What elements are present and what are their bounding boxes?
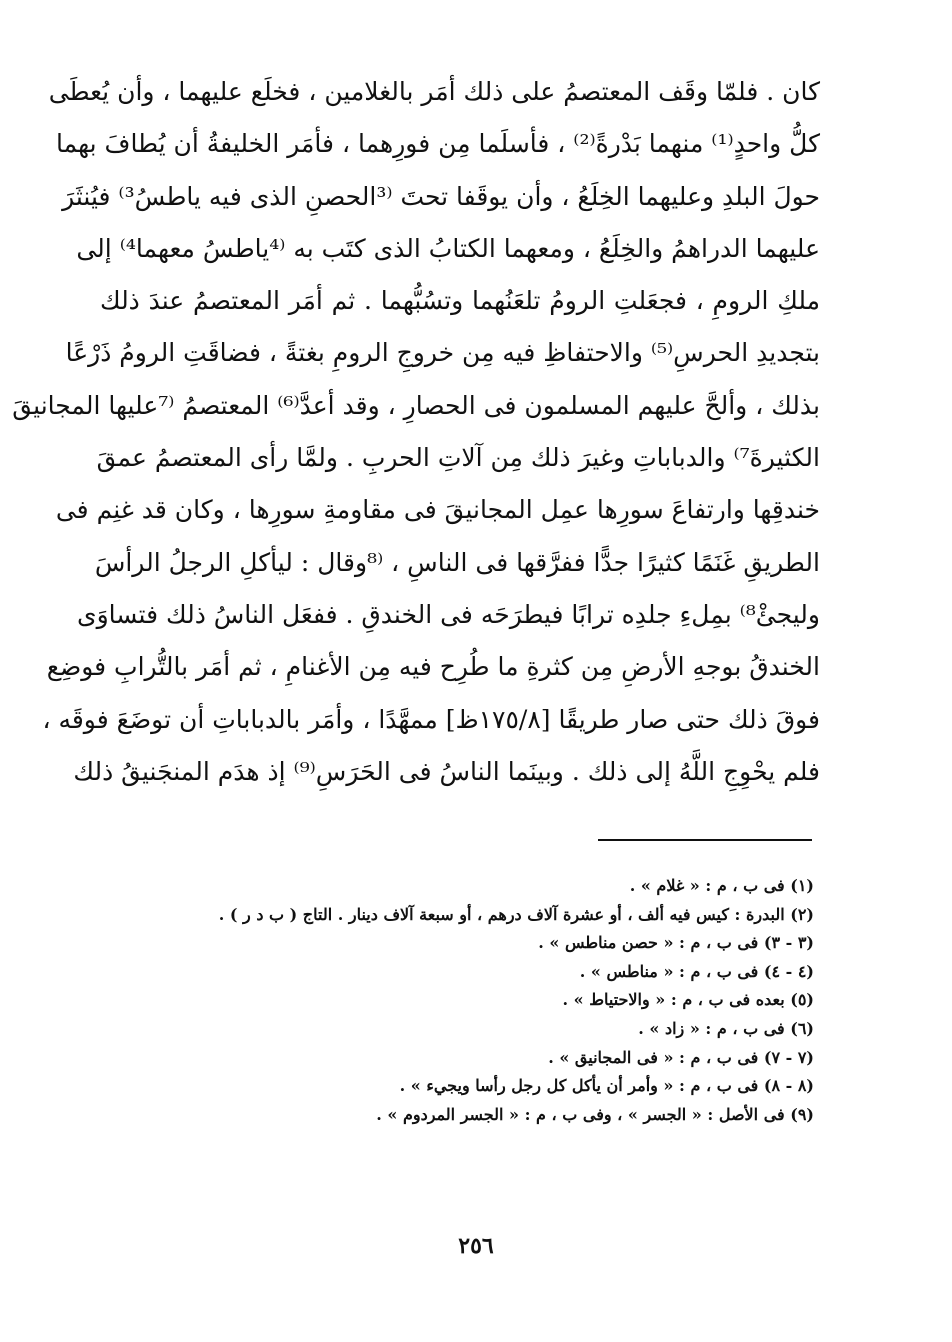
text-line: كان . فلمّا وقَف المعتصمُ على ذلك أمَر بالغلامين ، فخلَع عليهما ، وأن يُعطَى	[48, 77, 820, 106]
text-line: عليهما الدراهمُ والخِلَعُ ، ومعهما الكتابُ الذى كتَب به ⁽⁴ياطسُ معهما⁴⁾ إلى	[76, 233, 820, 263]
text-line: حولَ البلدِ وعليهما الخِلَعُ ، وأن يوقَفا تحتَ ⁽³الحصنِ الذى فيه ياطسُ³⁾ فيُنثَرَ	[62, 181, 820, 211]
text-line: خندقِها وارتفاعَ سورِها عمِل المجانيقَ فى مقاومةِ سورِها ، وكان قد غنِم فى	[55, 495, 820, 525]
text-line: فلم يحْوِجِ اللَّهُ إلى ذلك . وبينَما الناسُ فى الحَرَسِ⁽⁹⁾ إذ هدَم المنجَنيقُ ذلك	[73, 756, 820, 786]
footnote: (٨ - ٨) فى ب ، م : « وأمر أن يأكل كل رجل رأسا ويجيء » .	[399, 1076, 814, 1096]
text-line: الخندقُ بوجهِ الأرضِ مِن كثرةِ ما طُرِح فيه مِن الأغنامِ ، ثم أمَر بالتُّرابِ فوضِع	[46, 652, 820, 682]
footnote: (٣ - ٣) فى ب ، م : « حصن مناطس » .	[538, 933, 814, 953]
main-text	[12, 66, 820, 798]
text-line: كلُّ واحدٍ⁽¹⁾ منهما بَدْرةً⁽²⁾ ، فأسلَما مِن فورِهما ، فأمَر الخليفةُ أن يُطافَ بهما	[56, 129, 820, 159]
footnote: (٤ - ٤) فى ب ، م : « مناطس » .	[579, 961, 814, 981]
footnote: (٩) فى الأصل : « الجسر » ، وفى ب ، م : « الجسر المردوم » .	[376, 1104, 814, 1124]
text-line: بتجديدِ الحرسِ⁽⁵⁾ والاحتفاظِ فيه مِن خروجِ الرومِ بغتةً ، فضاقَتِ الرومُ ذَرْعًا	[65, 338, 820, 368]
text-line: وليجئْ⁸⁾ بمِلءِ جلدِه ترابًا فيطرَحَه فى الخندقِ . ففعَل الناسُ ذلك فتساوَى	[77, 599, 820, 629]
footnote: (٦) فى ب ، م : « زاد » .	[638, 1018, 814, 1038]
text-line: بذلك ، وألحَّ عليهم المسلمون فى الحصارِ ، وقد أعدَّ⁽⁶⁾ المعتصمُ ⁽⁷عليها المجانيقَ	[12, 390, 820, 420]
text-line: ملكِ الرومِ ، فجعَلتِ الرومُ تلعَنُهما وتسُبُّهما . ثم أمَر المعتصمُ عندَ ذلك	[100, 286, 820, 316]
text-line: الكثيرةَ⁷⁾ والدباباتِ وغيرَ ذلك مِن آلاتِ الحربِ . ولمَّا رأى المعتصمُ عمقَ	[96, 443, 820, 473]
page-number: ٢٥٦	[458, 1233, 494, 1259]
footnote: (٢) البدرة : كيس فيه ألف ، أو عشرة آلاف درهم ، أو سبعة آلاف دينار . التاج ( ب د ر ) .	[218, 904, 814, 924]
footnote: (٥) بعده فى ب ، م : « والاحتياط » .	[562, 990, 814, 1010]
text-line: الطريقِ غَنَمًا كثيرًا جدًّا ففرَّقها فى الناسِ ، ⁽⁸وقال : ليأكلِ الرجلُ الرأسَ	[94, 547, 820, 577]
footnotes	[120, 872, 814, 1129]
footnote: (١) فى ب ، م : « غلام » .	[629, 876, 814, 895]
footnote-separator	[598, 839, 812, 841]
footnote: (٧ - ٧) فى ب ، م : « فى المجانيق » .	[548, 1047, 814, 1067]
text-line: فوقَ ذلك حتى صار طريقًا [١٧٥/٨ظ] ممهَّدًا ، وأمَر بالدباباتِ أن توضَعَ فوقَه ،	[42, 704, 820, 734]
